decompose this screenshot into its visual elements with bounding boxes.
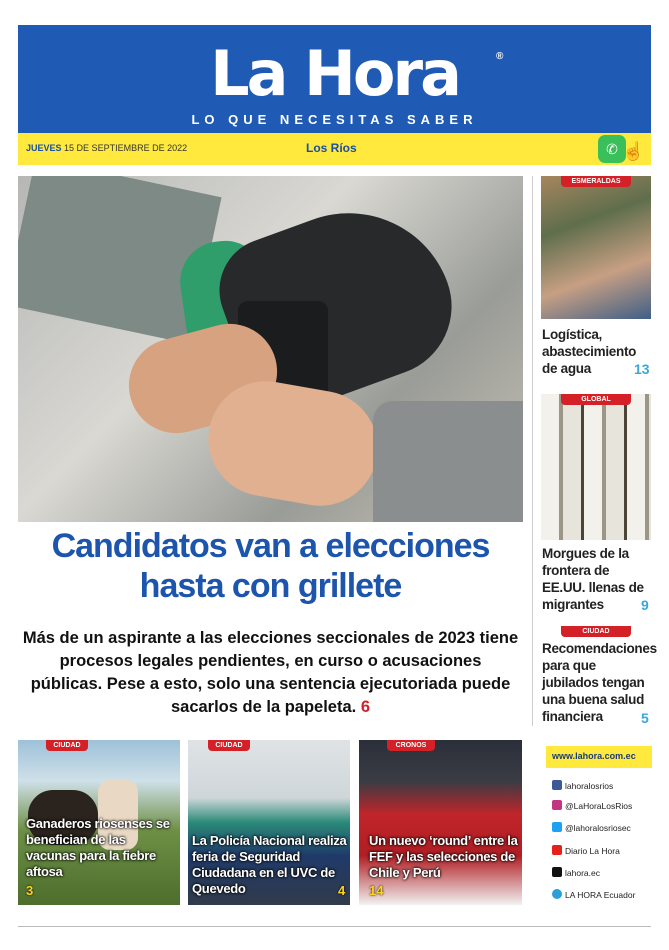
bottom-story-title: La Policía Nacional realiza feria de Seguridad Ciudadana en el UVC de Quevedo bbox=[192, 833, 347, 896]
social-facebook[interactable] bbox=[552, 778, 613, 794]
sidebar-tag: GLOBAL bbox=[561, 394, 631, 405]
bottom-story-police[interactable] bbox=[188, 740, 350, 905]
facebook-icon bbox=[552, 780, 562, 790]
main-lead-text: Más de un aspirante a las elecciones seccionales de 2023 tiene procesos legales pendientes, en curso o acusaciones públicas. Pese a esto, solo una sentencia ejecutoriada puede sacarlos de la papeleta. bbox=[22, 629, 519, 716]
bottom-tag: CIUDAD bbox=[208, 740, 250, 751]
footer-divider bbox=[18, 926, 651, 927]
edition-day: JUEVES bbox=[26, 143, 62, 153]
sidebar-story-title[interactable]: Recomendaciones para que jubilados tengan una buena salud financiera bbox=[542, 641, 657, 724]
bottom-story-title: Ganaderos riosenses se benefician de las vacunas para la fiebre aftosa bbox=[26, 816, 170, 879]
edition-date bbox=[26, 143, 187, 153]
twitter-icon bbox=[552, 822, 562, 832]
social-instagram[interactable] bbox=[552, 798, 632, 814]
date-bar bbox=[18, 133, 651, 165]
social-youtube[interactable] bbox=[552, 843, 620, 859]
bottom-tag: CRONOS bbox=[387, 740, 435, 751]
whatsapp-icon[interactable]: ✆ bbox=[598, 135, 626, 163]
sidebar-photo-morgue[interactable] bbox=[541, 394, 651, 540]
main-headline[interactable]: Candidatos van a elecciones hasta con grillete bbox=[51, 527, 490, 605]
main-story-photo[interactable] bbox=[18, 176, 523, 522]
sidebar-photo-esmeraldas[interactable] bbox=[541, 176, 651, 319]
main-page-number: 6 bbox=[360, 698, 371, 716]
website-link[interactable]: www.lahora.com.ec bbox=[546, 746, 652, 768]
bottom-story-title: Un nuevo ‘round’ entre la FEF y las selecciones de Chile y Perú bbox=[369, 833, 518, 880]
social-label: lahora.ec bbox=[565, 868, 600, 878]
sidebar-tag: CIUDAD bbox=[561, 626, 631, 637]
bottom-tag: CIUDAD bbox=[46, 740, 88, 751]
bottom-story-cattle[interactable] bbox=[18, 740, 180, 905]
bottom-page-number: 4 bbox=[338, 883, 346, 898]
social-label: @LaHoraLosRios bbox=[565, 801, 633, 811]
registered-mark: ® bbox=[496, 51, 504, 62]
social-label: LA HORA Ecuador bbox=[565, 890, 636, 900]
column-divider bbox=[532, 176, 533, 726]
social-tiktok[interactable] bbox=[552, 865, 600, 881]
tiktok-icon bbox=[552, 867, 562, 877]
edition-region: Los Ríos bbox=[306, 141, 357, 155]
sidebar-story-title[interactable]: Logística, abastecimiento de agua bbox=[542, 327, 637, 376]
sidebar-page-number: 9 bbox=[641, 597, 649, 613]
sidebar-tag: ESMERALDAS bbox=[561, 176, 631, 187]
social-links-box bbox=[546, 742, 652, 905]
masthead bbox=[18, 25, 651, 133]
instagram-icon bbox=[552, 800, 562, 810]
bottom-page-number: 14 bbox=[369, 883, 384, 898]
telegram-icon bbox=[552, 889, 562, 899]
social-telegram[interactable] bbox=[552, 887, 635, 903]
social-twitter[interactable] bbox=[552, 820, 631, 836]
pointer-hand-icon: ☝ bbox=[622, 141, 645, 161]
main-lead bbox=[22, 627, 519, 719]
bottom-story-football[interactable] bbox=[359, 740, 522, 905]
social-label: Diario La Hora bbox=[565, 846, 620, 856]
photo-pants bbox=[373, 401, 523, 522]
sidebar-story-title[interactable]: Morgues de la frontera de EE.UU. llenas de migrantes bbox=[542, 546, 644, 612]
bottom-page-number: 3 bbox=[26, 883, 34, 898]
youtube-icon bbox=[552, 845, 562, 855]
edition-date-text: 15 DE SEPTIEMBRE DE 2022 bbox=[64, 143, 188, 153]
sidebar-page-number: 13 bbox=[634, 361, 650, 377]
social-label: @lahoralosriosec bbox=[565, 823, 631, 833]
social-label: lahoralosrios bbox=[565, 781, 614, 791]
tagline: LO QUE NECESITAS SABER bbox=[191, 112, 478, 127]
logo[interactable]: La Hora bbox=[210, 37, 459, 110]
sidebar-page-number: 5 bbox=[641, 710, 649, 726]
